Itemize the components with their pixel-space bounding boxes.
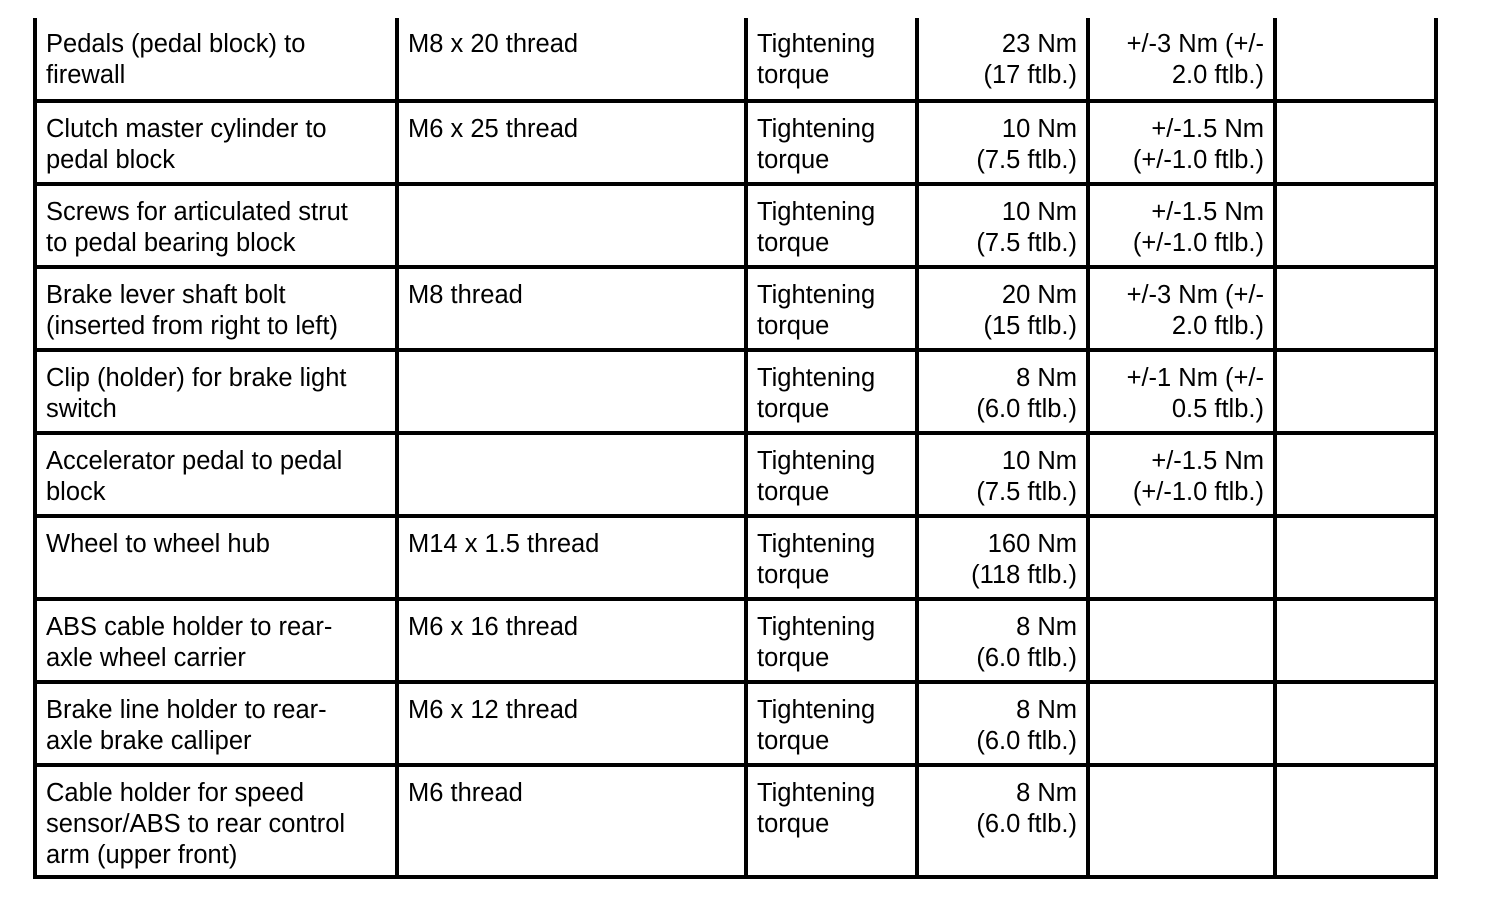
fastener-cell: M8 thread (397, 267, 746, 350)
table-row (35, 350, 1436, 433)
component-cell: Wheel to wheel hub (35, 516, 397, 599)
tolerance-cell: +/-1.5 Nm (+/-1.0 ftlb.) (1088, 184, 1275, 267)
note-cell (1275, 350, 1436, 433)
fastener-cell (397, 433, 746, 516)
fastener-cell (397, 350, 746, 433)
table-row (35, 101, 1436, 184)
table-row (35, 267, 1436, 350)
component-cell: Screws for articulated strut to pedal bearing block (35, 184, 397, 267)
note-cell (1275, 184, 1436, 267)
spec-type-cell: Tightening torque (746, 18, 917, 101)
spec-type-cell: Tightening torque (746, 184, 917, 267)
torque-value-cell: 160 Nm (118 ftlb.) (917, 516, 1088, 599)
fastener-cell: M14 x 1.5 thread (397, 516, 746, 599)
tolerance-cell (1088, 599, 1275, 682)
torque-value-cell: 10 Nm (7.5 ftlb.) (917, 101, 1088, 184)
note-cell (1275, 433, 1436, 516)
note-cell (1275, 682, 1436, 765)
note-cell (1275, 516, 1436, 599)
torque-value-cell: 10 Nm (7.5 ftlb.) (917, 433, 1088, 516)
component-cell: Brake line holder to rear- axle brake calliper (35, 682, 397, 765)
tolerance-cell: +/-3 Nm (+/- 2.0 ftlb.) (1088, 267, 1275, 350)
spec-type-cell: Tightening torque (746, 765, 917, 877)
fastener-cell: M6 x 25 thread (397, 101, 746, 184)
table-row (35, 516, 1436, 599)
tolerance-cell: +/-3 Nm (+/- 2.0 ftlb.) (1088, 18, 1275, 101)
torque-value-cell: 8 Nm (6.0 ftlb.) (917, 350, 1088, 433)
component-cell: Brake lever shaft bolt (inserted from right to left) (35, 267, 397, 350)
tolerance-cell (1088, 765, 1275, 877)
tolerance-cell: +/-1 Nm (+/- 0.5 ftlb.) (1088, 350, 1275, 433)
table-row (35, 184, 1436, 267)
component-cell: ABS cable holder to rear- axle wheel carrier (35, 599, 397, 682)
tolerance-cell (1088, 516, 1275, 599)
table-row (35, 765, 1436, 877)
table-row (35, 433, 1436, 516)
fastener-cell: M8 x 20 thread (397, 18, 746, 101)
torque-value-cell: 20 Nm (15 ftlb.) (917, 267, 1088, 350)
spec-type-cell: Tightening torque (746, 682, 917, 765)
spec-type-cell: Tightening torque (746, 350, 917, 433)
fastener-cell: M6 x 12 thread (397, 682, 746, 765)
table-row (35, 682, 1436, 765)
component-cell: Cable holder for speed sensor/ABS to rear control arm (upper front) (35, 765, 397, 877)
tolerance-cell: +/-1.5 Nm (+/-1.0 ftlb.) (1088, 433, 1275, 516)
torque-spec-table (33, 18, 1438, 879)
spec-type-cell: Tightening torque (746, 516, 917, 599)
fastener-cell: M6 thread (397, 765, 746, 877)
torque-value-cell: 8 Nm (6.0 ftlb.) (917, 599, 1088, 682)
torque-value-cell: 8 Nm (6.0 ftlb.) (917, 682, 1088, 765)
torque-value-cell: 23 Nm (17 ftlb.) (917, 18, 1088, 101)
torque-value-cell: 8 Nm (6.0 ftlb.) (917, 765, 1088, 877)
note-cell (1275, 267, 1436, 350)
table-row (35, 599, 1436, 682)
component-cell: Pedals (pedal block) to firewall (35, 18, 397, 101)
component-cell: Clip (holder) for brake light switch (35, 350, 397, 433)
fastener-cell (397, 184, 746, 267)
torque-value-cell: 10 Nm (7.5 ftlb.) (917, 184, 1088, 267)
tolerance-cell (1088, 682, 1275, 765)
note-cell (1275, 599, 1436, 682)
note-cell (1275, 765, 1436, 877)
spec-type-cell: Tightening torque (746, 599, 917, 682)
fastener-cell: M6 x 16 thread (397, 599, 746, 682)
table-row (35, 18, 1436, 101)
note-cell (1275, 101, 1436, 184)
spec-type-cell: Tightening torque (746, 267, 917, 350)
spec-type-cell: Tightening torque (746, 433, 917, 516)
component-cell: Accelerator pedal to pedal block (35, 433, 397, 516)
tolerance-cell: +/-1.5 Nm (+/-1.0 ftlb.) (1088, 101, 1275, 184)
component-cell: Clutch master cylinder to pedal block (35, 101, 397, 184)
spec-type-cell: Tightening torque (746, 101, 917, 184)
note-cell (1275, 18, 1436, 101)
torque-spec-table-body (35, 18, 1436, 877)
